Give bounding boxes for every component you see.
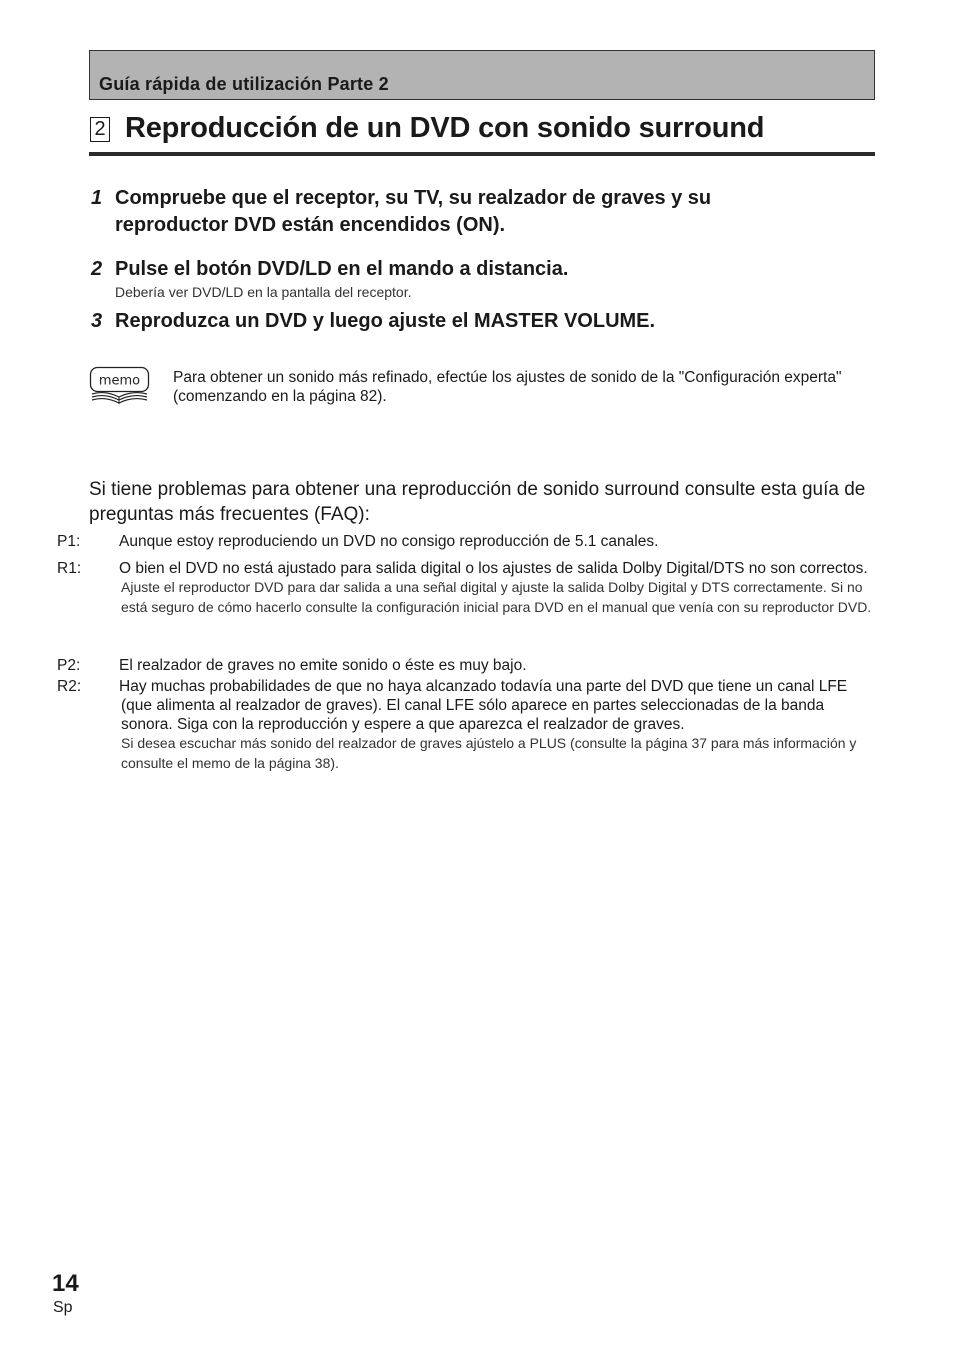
step-text: Compruebe que el receptor, su TV, su realzador de graves y su xyxy=(115,187,712,209)
faq-label: R1: xyxy=(57,560,82,577)
step-number: 2 xyxy=(91,258,103,280)
memo-text: Para obtener un sonido más refinado, efectúe los ajustes de sonido de la "Configuración experta" (comenzando en la página 82). xyxy=(173,369,842,405)
faq-note: Si desea escuchar más sonido del realzador de graves ajústelo a PLUS (consulte la página 37 para más información y consulte el memo de la página 38). xyxy=(121,735,857,771)
step-text-continued: reproductor DVD están encendidos (ON). xyxy=(115,214,506,236)
step-text: Pulse el botón DVD/LD en el mando a distancia. xyxy=(115,258,569,280)
section-banner xyxy=(89,50,875,100)
faq-a1 xyxy=(57,559,875,617)
step-text: Reproduzca un DVD y luego ajuste el MASTER VOLUME. xyxy=(115,310,656,332)
step-2-note: Debería ver DVD/LD en la pantalla del receptor. xyxy=(115,284,412,300)
memo-icon xyxy=(89,366,151,406)
faq-q1 xyxy=(57,532,875,551)
page-number: 14 xyxy=(52,1270,79,1297)
faq-text: El realzador de graves no emite sonido o éste es muy bajo. xyxy=(119,657,527,674)
faq-text: Aunque estoy reproduciendo un DVD no consigo reproducción de 5.1 canales. xyxy=(119,533,659,550)
page-title-row xyxy=(89,112,875,156)
faq-intro: Si tiene problemas para obtener una reproducción de sonido surround consulte esta guía de preguntas más frecuentes (FAQ): xyxy=(89,479,866,525)
faq-text: O bien el DVD no está ajustado para salida digital o los ajustes de salida Dolby Digital/DTS no son correctos. xyxy=(119,560,868,577)
faq-label: R2: xyxy=(57,678,82,695)
faq-a2 xyxy=(57,677,875,773)
step-2 xyxy=(91,256,568,283)
step-3 xyxy=(91,308,655,335)
faq-label: P2: xyxy=(57,657,81,674)
memo-icon-label: memo xyxy=(98,373,141,389)
step-number: 1 xyxy=(91,187,103,209)
faq-label: P1: xyxy=(57,533,81,550)
page-title: Reproducción de un DVD con sonido surround xyxy=(125,112,765,144)
faq-q2 xyxy=(57,656,875,675)
faq-text: Hay muchas probabilidades de que no haya alcanzado todavía una parte del DVD que tiene un canal LFE (que alimenta al realzador de graves). El canal LFE sólo aparece en partes seleccionadas de la banda sonora. Siga con la reproducción y espere a que aparezca el realzador de graves. xyxy=(119,678,848,733)
step-number: 3 xyxy=(91,310,103,332)
step-1 xyxy=(91,185,711,239)
banner-title: Guía rápida de utilización Parte 2 xyxy=(99,74,389,94)
section-number-box: 2 xyxy=(90,117,110,142)
faq-note: Ajuste el reproductor DVD para dar salida a una señal digital y ajuste la salida Dolby Digital y DTS correctamente. Si no está seguro de cómo hacerlo consulte la configuración inicial para DVD en el manual que venía con su reproductor DVD. xyxy=(121,579,872,615)
page-language: Sp xyxy=(53,1299,73,1316)
